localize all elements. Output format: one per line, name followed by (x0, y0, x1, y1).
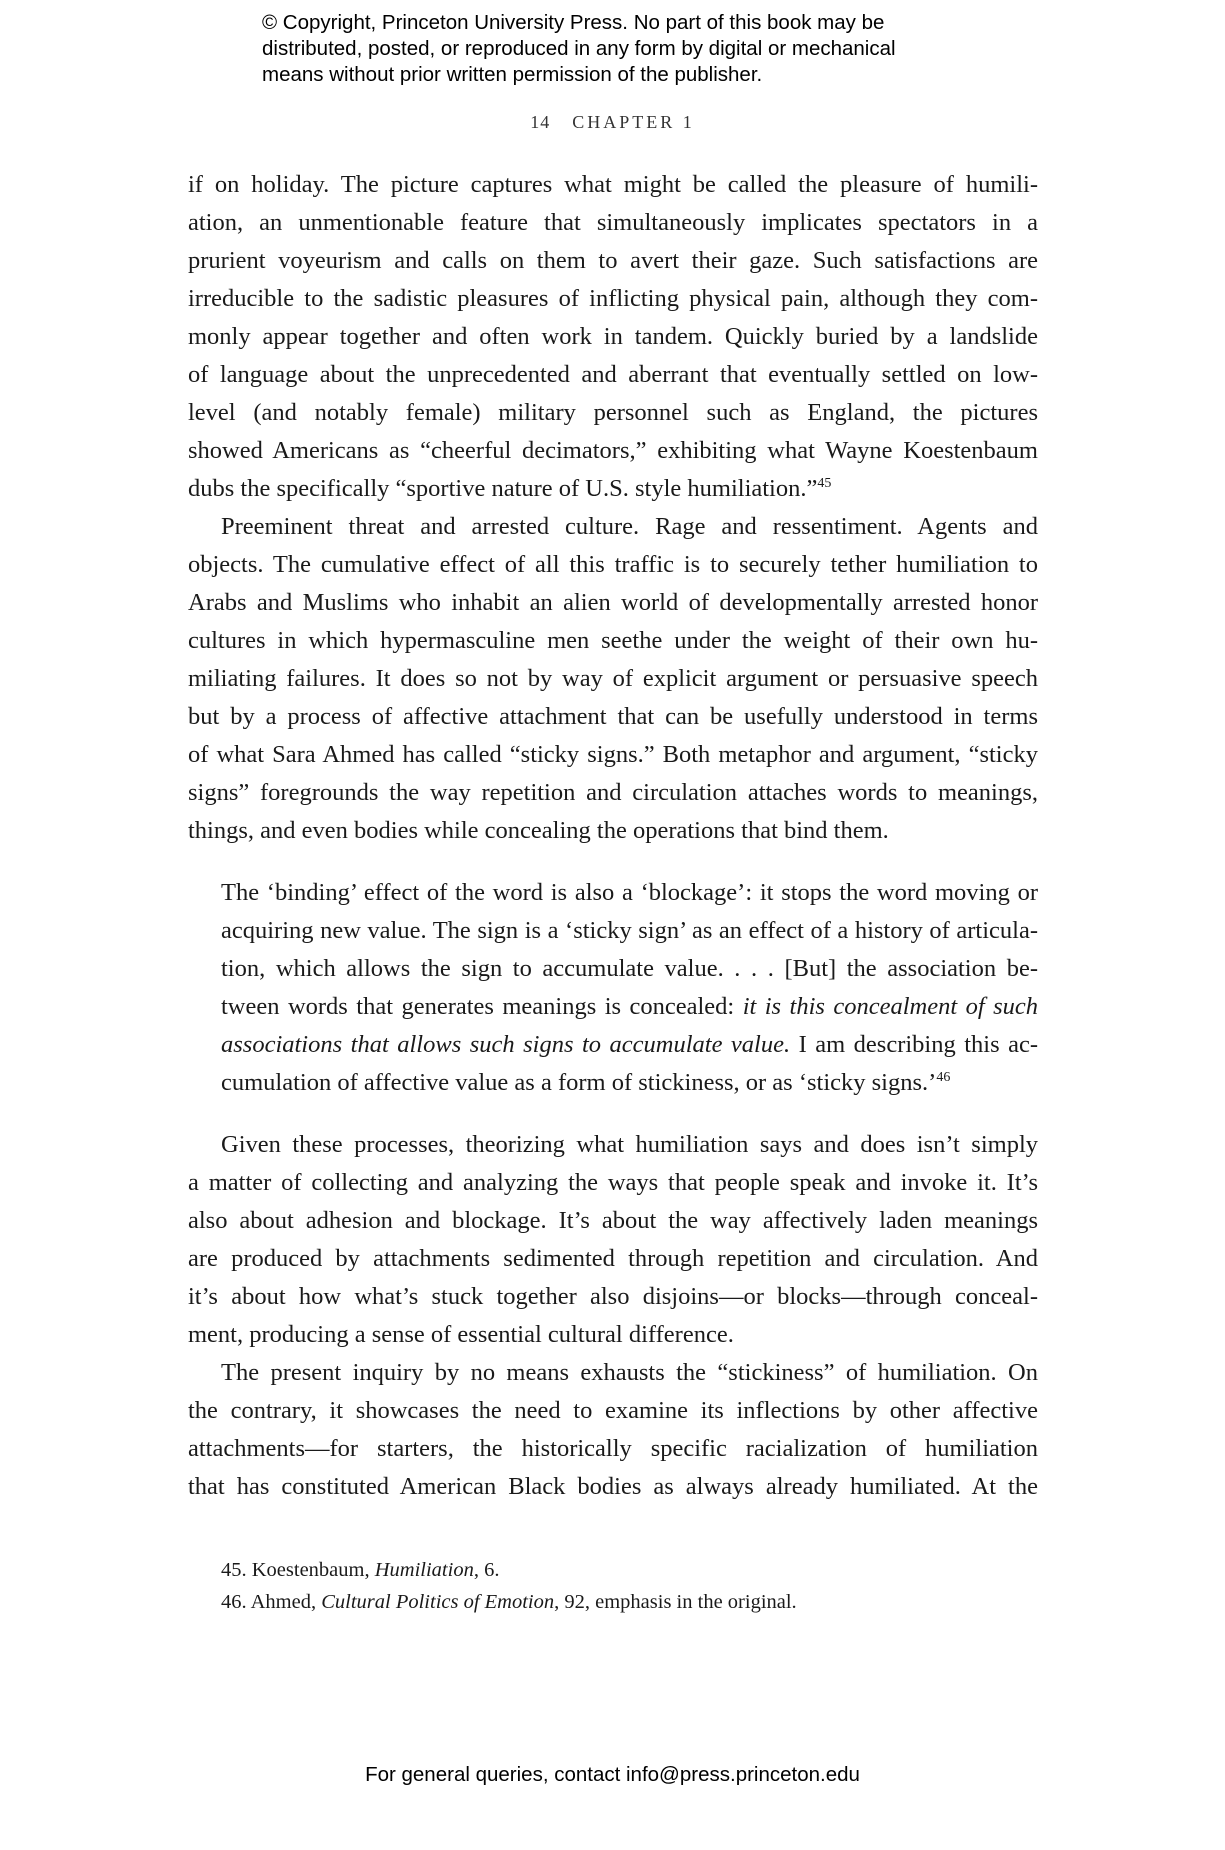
copyright-line: means without prior written permission of the publisher. (262, 63, 763, 86)
quote-line: The ‘binding’ effect of the word is also a ‘blockage’: it stops the word moving or (221, 879, 1038, 906)
quote-emphasis: it is this concealment of such (742, 993, 1039, 1020)
text-line: of language about the unprecedented and aberrant that eventually settled on low- (188, 361, 1038, 388)
paragraph-1 (188, 166, 1038, 508)
text-fragment: dubs the specifically “sportive nature of U.S. style humiliation.” (188, 475, 818, 502)
quote-line: acquiring new value. The sign is a ‘sticky sign’ as an effect of a history of articula- (221, 917, 1038, 944)
text-line: also about adhesion and blockage. It’s about the way affectively laden meanings (188, 1207, 1038, 1234)
text-line: signs” foregrounds the way repetition and circulation attaches words to meanings, (188, 779, 1038, 806)
text-line: are produced by attachments sedimented through repetition and circulation. And (188, 1245, 1038, 1272)
text-line: it’s about how what’s stuck together also disjoins—or blocks—through conceal- (188, 1283, 1038, 1310)
quote-line (221, 1026, 1038, 1064)
text-line: prurient voyeurism and calls on them to avert their gaze. Such satisfactions are (188, 247, 1038, 274)
text-line (188, 470, 1038, 508)
footnote-title: Cultural Politics of Emotion (321, 1591, 555, 1613)
text-line: cultures in which hypermasculine men seethe under the weight of their own hu- (188, 627, 1038, 654)
text-line: Preeminent threat and arrested culture. Rage and ressentiment. Agents and (221, 513, 1038, 540)
text-line: objects. The cumulative effect of all this traffic is to securely tether humiliation to (188, 551, 1038, 578)
text-line: The present inquiry by no means exhausts the “stickiness” of humiliation. On (221, 1359, 1038, 1386)
quote-fragment: I am describing this ac- (790, 1031, 1039, 1058)
text-line: things, and even bodies while concealing the operations that bind them. (188, 817, 889, 844)
page-number: 14 (530, 112, 551, 132)
paragraph-4 (188, 1354, 1038, 1506)
block-quote (221, 874, 1038, 1102)
running-head (0, 112, 1225, 133)
copyright-notice (262, 10, 982, 88)
footnote-45 (221, 1554, 797, 1586)
text-line: if on holiday. The picture captures what might be called the pleasure of humili- (188, 171, 1038, 198)
footnote-text: , 92, emphasis in the original. (554, 1591, 797, 1613)
copyright-line: © Copyright, Princeton University Press. No part of this book may be (262, 11, 885, 34)
contact-line: For general queries, contact info@press.princeton.edu (365, 1763, 860, 1786)
text-line: irreducible to the sadistic pleasures of inflicting physical pain, although they com- (188, 285, 1038, 312)
text-line: showed Americans as “cheerful decimators,” exhibiting what Wayne Koestenbaum (188, 437, 1038, 464)
note-ref-45: 45 (817, 476, 832, 491)
text-line: Arabs and Muslims who inhabit an alien world of developmentally arrested honor (188, 589, 1038, 616)
text-line: a matter of collecting and analyzing the ways that people speak and invoke it. It’s (188, 1169, 1038, 1196)
footnote-text: 45. Koestenbaum, (221, 1559, 375, 1581)
text-line: but by a process of affective attachment that can be usefully understood in terms (188, 703, 1038, 730)
text-line: miliating failures. It does so not by way of explicit argument or persuasive speech (188, 665, 1038, 692)
footnote-46 (221, 1586, 797, 1618)
text-line: ment, producing a sense of essential cultural difference. (188, 1321, 734, 1348)
text-line: ation, an unmentionable feature that simultaneously implicates spectators in a (188, 209, 1038, 236)
text-line: attachments—for starters, the historically specific racialization of humiliation (188, 1435, 1038, 1462)
text-line: that has constituted American Black bodies as always already humiliated. At the (188, 1473, 1038, 1500)
footnote-text: , 6. (473, 1559, 500, 1581)
text-line: the contrary, it showcases the need to examine its inflections by other affective (188, 1397, 1038, 1424)
text-line: level (and notably female) military personnel such as England, the pictures (188, 399, 1038, 426)
note-ref-46: 46 (936, 1070, 951, 1085)
quote-emphasis: associations that allows such signs to accumulate value. (221, 1031, 791, 1058)
footnotes (221, 1554, 797, 1618)
quote-line: tion, which allows the sign to accumulate value. . . . [But] the association be- (221, 955, 1038, 982)
text-line: monly appear together and often work in tandem. Quickly buried by a landslide (188, 323, 1038, 350)
paragraph-2 (188, 508, 1038, 850)
quote-line (221, 1064, 1038, 1102)
footnote-text: 46. Ahmed, (221, 1591, 322, 1613)
quote-fragment: tween words that generates meanings is concealed: (221, 993, 743, 1020)
quote-line (221, 988, 1038, 1026)
copyright-line: distributed, posted, or reproduced in any form by digital or mechanical (262, 37, 896, 60)
text-line: Given these processes, theorizing what humiliation says and does isn’t simply (221, 1131, 1038, 1158)
paragraph-3 (188, 1126, 1038, 1354)
chapter-label: CHAPTER 1 (572, 112, 695, 132)
text-line: of what Sara Ahmed has called “sticky signs.” Both metaphor and argument, “sticky (188, 741, 1038, 768)
footnote-title: Humiliation (374, 1559, 474, 1581)
quote-fragment: cumulation of affective value as a form of stickiness, or as ‘sticky signs.’ (221, 1069, 937, 1096)
